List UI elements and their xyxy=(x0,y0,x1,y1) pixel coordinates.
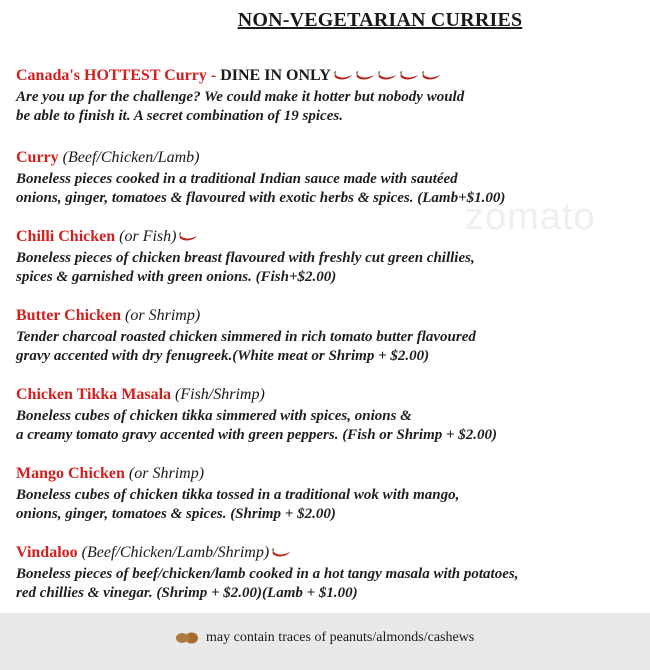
description-line: Are you up for the challenge? We could make it hotter but nobody would xyxy=(16,89,465,105)
menu-item-variant: (or Fish) xyxy=(115,228,177,245)
menu-item-variant: (Beef/Chicken/Lamb/Shrimp) xyxy=(77,544,270,561)
menu-item xyxy=(16,543,636,603)
chili-pepper-icon xyxy=(421,71,441,81)
menu-item-description xyxy=(16,486,636,524)
menu-item xyxy=(16,306,636,366)
menu-item xyxy=(16,464,636,524)
menu-item-name: Curry xyxy=(16,149,59,166)
menu-item-description xyxy=(16,328,636,366)
page-title: NON-VEGETARIAN CURRIES xyxy=(237,9,523,31)
chili-pepper-icon xyxy=(271,548,291,558)
allergen-text: may contain traces of peanuts/almonds/cashews xyxy=(206,630,475,645)
description-line: Boneless pieces of beef/chicken/lamb cooked in a hot tangy masala with potatoes, xyxy=(16,566,519,582)
menu-item-variant: (Fish/Shrimp) xyxy=(171,386,265,403)
menu-item-name: Vindaloo xyxy=(16,544,78,561)
menu-item xyxy=(16,227,636,287)
menu-item-description xyxy=(16,407,636,445)
menu-item-name: Chicken Tikka Masala xyxy=(16,386,172,403)
menu-item-header xyxy=(16,543,636,563)
menu-item-name: Chilli Chicken xyxy=(16,228,116,245)
menu-item-header xyxy=(16,464,636,484)
description-line: spices & garnished with green onions. (Fish+$2.00) xyxy=(16,269,337,285)
description-line: gravy accented with dry fenugreek.(White meat or Shrimp + $2.00) xyxy=(16,348,430,364)
chili-pepper-icon xyxy=(377,71,397,81)
menu-item xyxy=(16,66,636,126)
menu-item-name: Butter Chicken xyxy=(16,307,122,324)
menu-item-header xyxy=(16,148,636,168)
menu-item xyxy=(16,385,636,445)
description-line: Boneless pieces cooked in a traditional Indian sauce made with sautéed xyxy=(16,171,458,187)
menu-item-header xyxy=(16,66,636,86)
chili-pepper-icon xyxy=(178,232,198,242)
menu-item-header xyxy=(16,306,636,326)
description-line: red chillies & vinegar. (Shrimp + $2.00)(Lamb + $1.00) xyxy=(16,585,358,601)
menu-item-variant: (or Shrimp) xyxy=(121,307,201,324)
description-line: Boneless pieces of chicken breast flavoured with freshly cut green chillies, xyxy=(16,250,475,266)
allergen-footer xyxy=(0,613,650,670)
description-line: onions, ginger, tomatoes & spices. (Shrimp + $2.00) xyxy=(16,506,336,522)
menu-item-variant: (or Shrimp) xyxy=(124,465,205,482)
menu-item-name: Canada's HOTTEST Curry - xyxy=(16,67,217,84)
description-line: a creamy tomato gravy accented with green peppers. (Fish or Shrimp + $2.00) xyxy=(16,427,498,443)
description-line: onions, ginger, tomatoes & flavoured with exotic herbs & spices. (Lamb+$1.00) xyxy=(16,190,506,206)
menu-item-description xyxy=(16,565,636,603)
menu-item-description xyxy=(16,88,636,126)
chili-pepper-icon xyxy=(399,71,419,81)
description-line: Boneless cubes of chicken tikka tossed in a traditional wok with mango, xyxy=(16,487,460,503)
description-line: Tender charcoal roasted chicken simmered in rich tomato butter flavoured xyxy=(16,329,476,345)
peanut-icon xyxy=(176,632,198,644)
chili-pepper-icon xyxy=(333,71,353,81)
menu-item-header xyxy=(16,385,636,405)
description-line: Boneless cubes of chicken tikka simmered with spices, onions & xyxy=(16,408,412,424)
menu-item-description xyxy=(16,249,636,287)
watermark: zomato xyxy=(465,196,596,238)
menu-item-variant: (Beef/Chicken/Lamb) xyxy=(58,149,200,166)
menu-item xyxy=(16,148,636,208)
menu-item-note: DINE IN ONLY xyxy=(216,67,331,84)
menu-item-header xyxy=(16,227,636,247)
chili-pepper-icon xyxy=(355,71,375,81)
menu-item-name: Mango Chicken xyxy=(16,465,125,482)
description-line: be able to finish it. A secret combination of 19 spices. xyxy=(16,108,343,124)
menu-item-description xyxy=(16,170,636,208)
